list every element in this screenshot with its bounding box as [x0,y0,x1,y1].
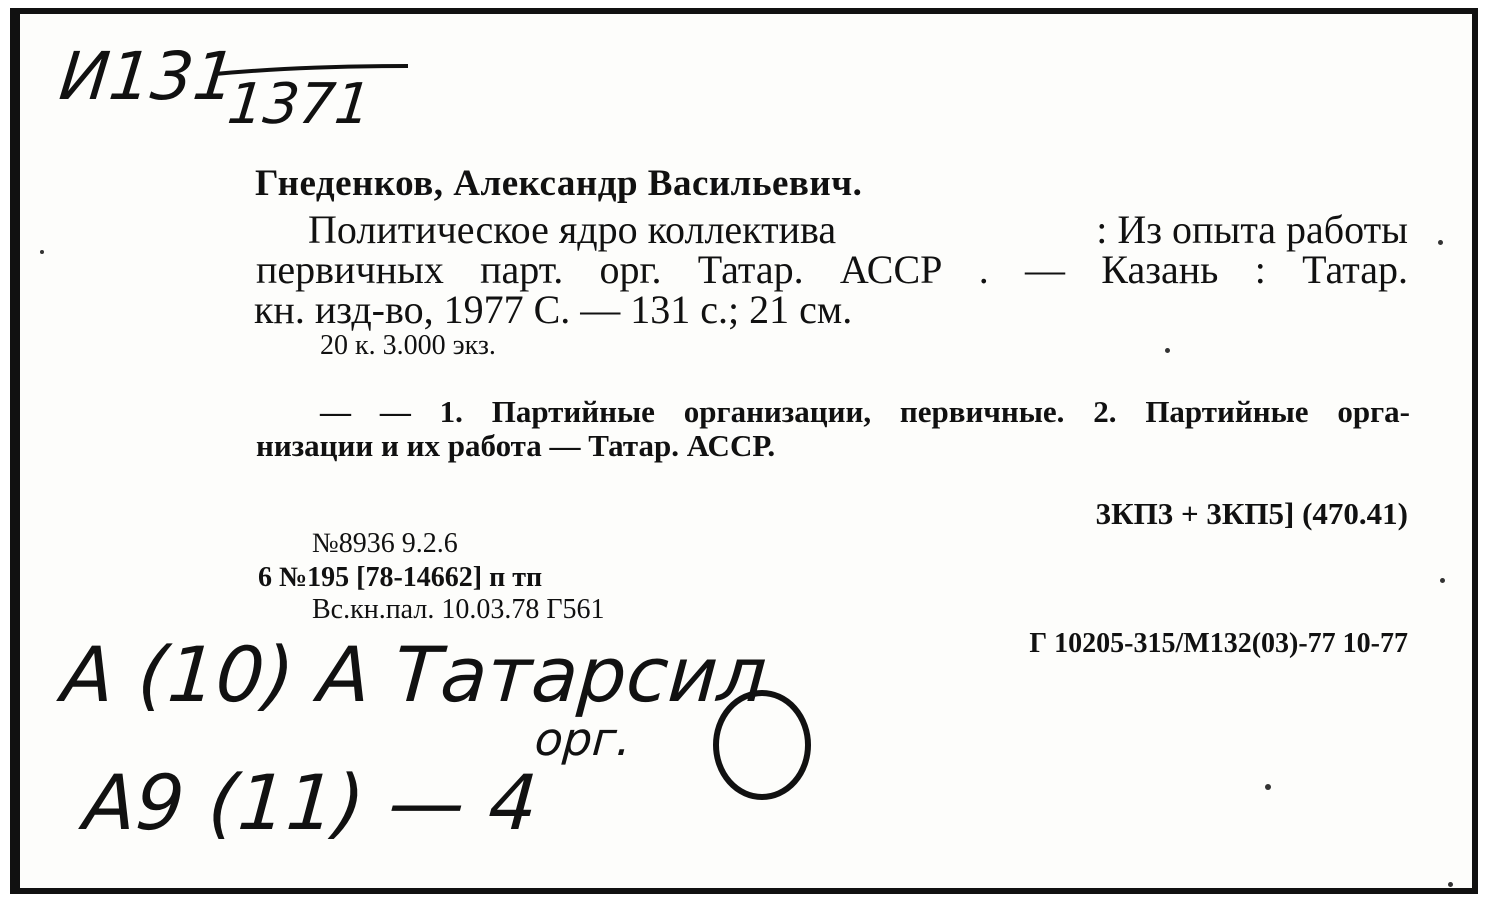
title-line-2: первичных парт. орг. Татар. АССР . — Казань : Татар. [256,247,1408,292]
scan-speck [1265,784,1271,790]
call-number-bottom: 1371 [224,72,374,137]
author-heading: Гнеденков, Александр Васильевич. [255,163,863,204]
handwritten-note-2: А9 (11) — 4 [80,758,541,847]
scan-speck [1165,348,1170,353]
scan-speck [1448,882,1453,887]
chamber-line: Вс.кн.пал. 10.03.78 Г561 [312,594,605,625]
handwritten-note-1: А (10) А Татарсил [58,630,770,719]
order-number: №8936 9.2.6 [312,528,458,559]
call-number-top: И131 [55,38,240,115]
print-line: 6 №195 [78-14662] п тп [258,562,543,593]
title-line-3: кн. изд-во, 1977 С. — 131 с.; 21 см. [254,287,853,332]
scan-speck [1440,578,1445,583]
fraction-line [215,66,408,74]
handwritten-note-1b: орг. [533,712,634,766]
price-line: 20 к. 3.000 экз. [320,330,496,361]
subjects-line-1: — — 1. Партийные организации, первичные. 2. Партийные орга- [320,394,1410,429]
classification-code: 3КП3 + 3КП5] (470.41) [1095,496,1408,531]
title-line-1b: : Из опыта работы [1096,207,1408,252]
scan-speck [1438,240,1443,245]
subjects-line-2: низации и их работа — Татар. АССР. [256,428,776,463]
index-code: Г 10205-315/М132(03)-77 10-77 [1029,628,1408,659]
title-line-1a: Политическое ядро коллектива [308,207,837,252]
scan-speck [40,250,44,254]
